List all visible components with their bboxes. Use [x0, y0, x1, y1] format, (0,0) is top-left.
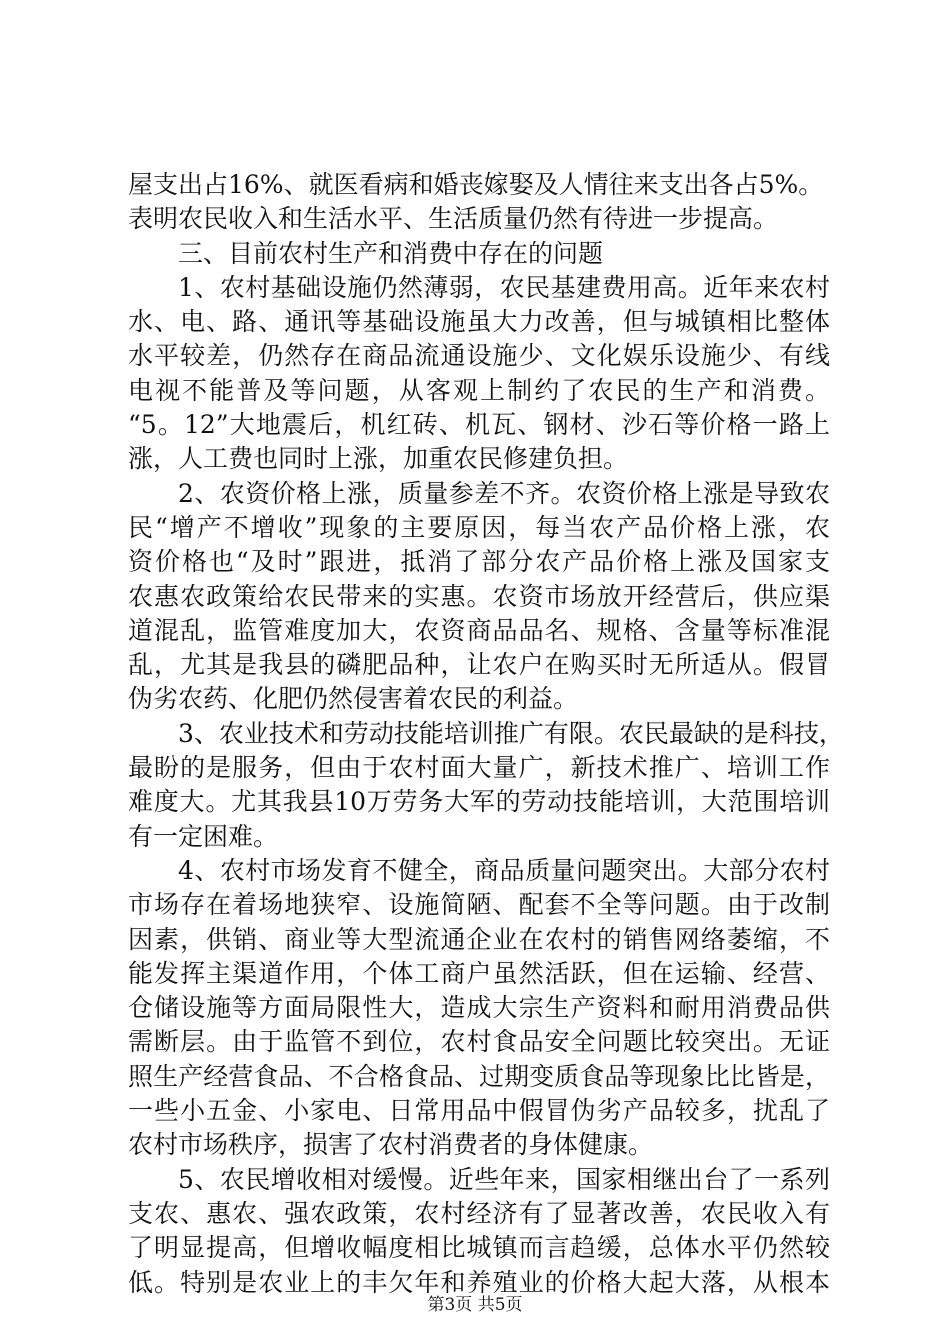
text-line: 市场存在着场地狭窄、设施简陋、配套不全等问题。由于改制	[128, 890, 830, 920]
text-line: 道混乱，监管难度加大，农资商品品名、规格、含量等标准混	[128, 615, 830, 645]
text-line: 4、农村市场发育不健全，商品质量问题突出。大部分农村	[178, 855, 830, 885]
text-line: 因素，供销、商业等大型流通企业在农村的销售网络萎缩，不	[128, 924, 830, 954]
text-line: 农惠农政策给农民带来的实惠。农资市场放开经营后，供应渠	[128, 581, 830, 611]
text-line: 电视不能普及等问题，从客观上制约了农民的生产和消费。	[128, 375, 830, 405]
text-line: 有一定困难。	[128, 821, 279, 851]
text-line: 屋支出占16%、就医看病和婚丧嫁娶及人情往来支出各占5%。	[128, 170, 824, 199]
text-line: 低。特别是农业上的丰欠年和养殖业的价格大起大落，从根本	[128, 1267, 830, 1297]
text-line: 涨，人工费也同时上涨，加重农民修建负担。	[128, 444, 629, 474]
text-line: 伪劣农药、化肥仍然侵害着农民的利益。	[128, 684, 579, 714]
text-line: 最盼的是服务，但由于农村面大量广，新技术推广、培训工作	[128, 753, 830, 783]
section-heading: 三、目前农村生产和消费中存在的问题	[178, 238, 604, 268]
text-line: “5。12”大地震后，机红砖、机瓦、钢材、沙石等价格一路上	[128, 410, 830, 440]
text-line: 仓储设施等方面局限性大，造成大宗生产资料和耐用消费品供	[128, 993, 830, 1023]
text-line: 能发挥主渠道作用，个体工商户虽然活跃，但在运输、经营、	[128, 958, 830, 988]
text-line: 支农、惠农、强农政策，农村经济有了显著改善，农民收入有	[128, 1198, 830, 1228]
text-line: 照生产经营食品、不合格食品、过期变质食品等现象比比皆是，	[128, 1061, 830, 1091]
text-line: 资价格也“及时”跟进，抵消了部分农产品价格上涨及国家支	[128, 547, 830, 577]
text-line: 表明农民收入和生活水平、生活质量仍然有待进一步提高。	[128, 204, 779, 234]
text-line: 难度大。尤其我县10万劳务大军的劳动技能培训，大范围培训	[128, 787, 830, 817]
text-line: 1、农村基础设施仍然薄弱，农民基建费用高。近年来农村	[178, 272, 830, 302]
text-line: 水、电、路、通讯等基础设施虽大力改善，但与城镇相比整体	[128, 307, 830, 337]
page-number: 第3页 共5页	[427, 1295, 523, 1315]
text-line: 农村市场秩序，损害了农村消费者的身体健康。	[128, 1130, 654, 1160]
text-line: 水平较差，仍然存在商品流通设施少、文化娱乐设施少、有线	[128, 341, 830, 371]
text-line: 民“增产不增收”现象的主要原因，每当农产品价格上涨，农	[128, 512, 830, 542]
text-line: 2、农资价格上涨，质量参差不齐。农资价格上涨是导致农	[178, 478, 830, 508]
text-line: 了明显提高，但增收幅度相比城镇而言趋缓，总体水平仍然较	[128, 1233, 830, 1263]
text-line: 3、农业技术和劳动技能培训推广有限。农民最缺的是科技，	[178, 718, 844, 748]
page-footer	[0, 1290, 950, 1315]
document-body	[128, 168, 844, 1300]
text-line: 5、农民增收相对缓慢。近些年来，国家相继出台了一系列	[178, 1164, 830, 1194]
text-line: 一些小五金、小家电、日常用品中假冒伪劣产品较多，扰乱了	[128, 1096, 830, 1126]
text-line: 乱，尤其是我县的磷肥品种，让农户在购买时无所适从。假冒	[128, 650, 830, 680]
text-line: 需断层。由于监管不到位，农村食品安全问题比较突出。无证	[128, 1027, 830, 1057]
